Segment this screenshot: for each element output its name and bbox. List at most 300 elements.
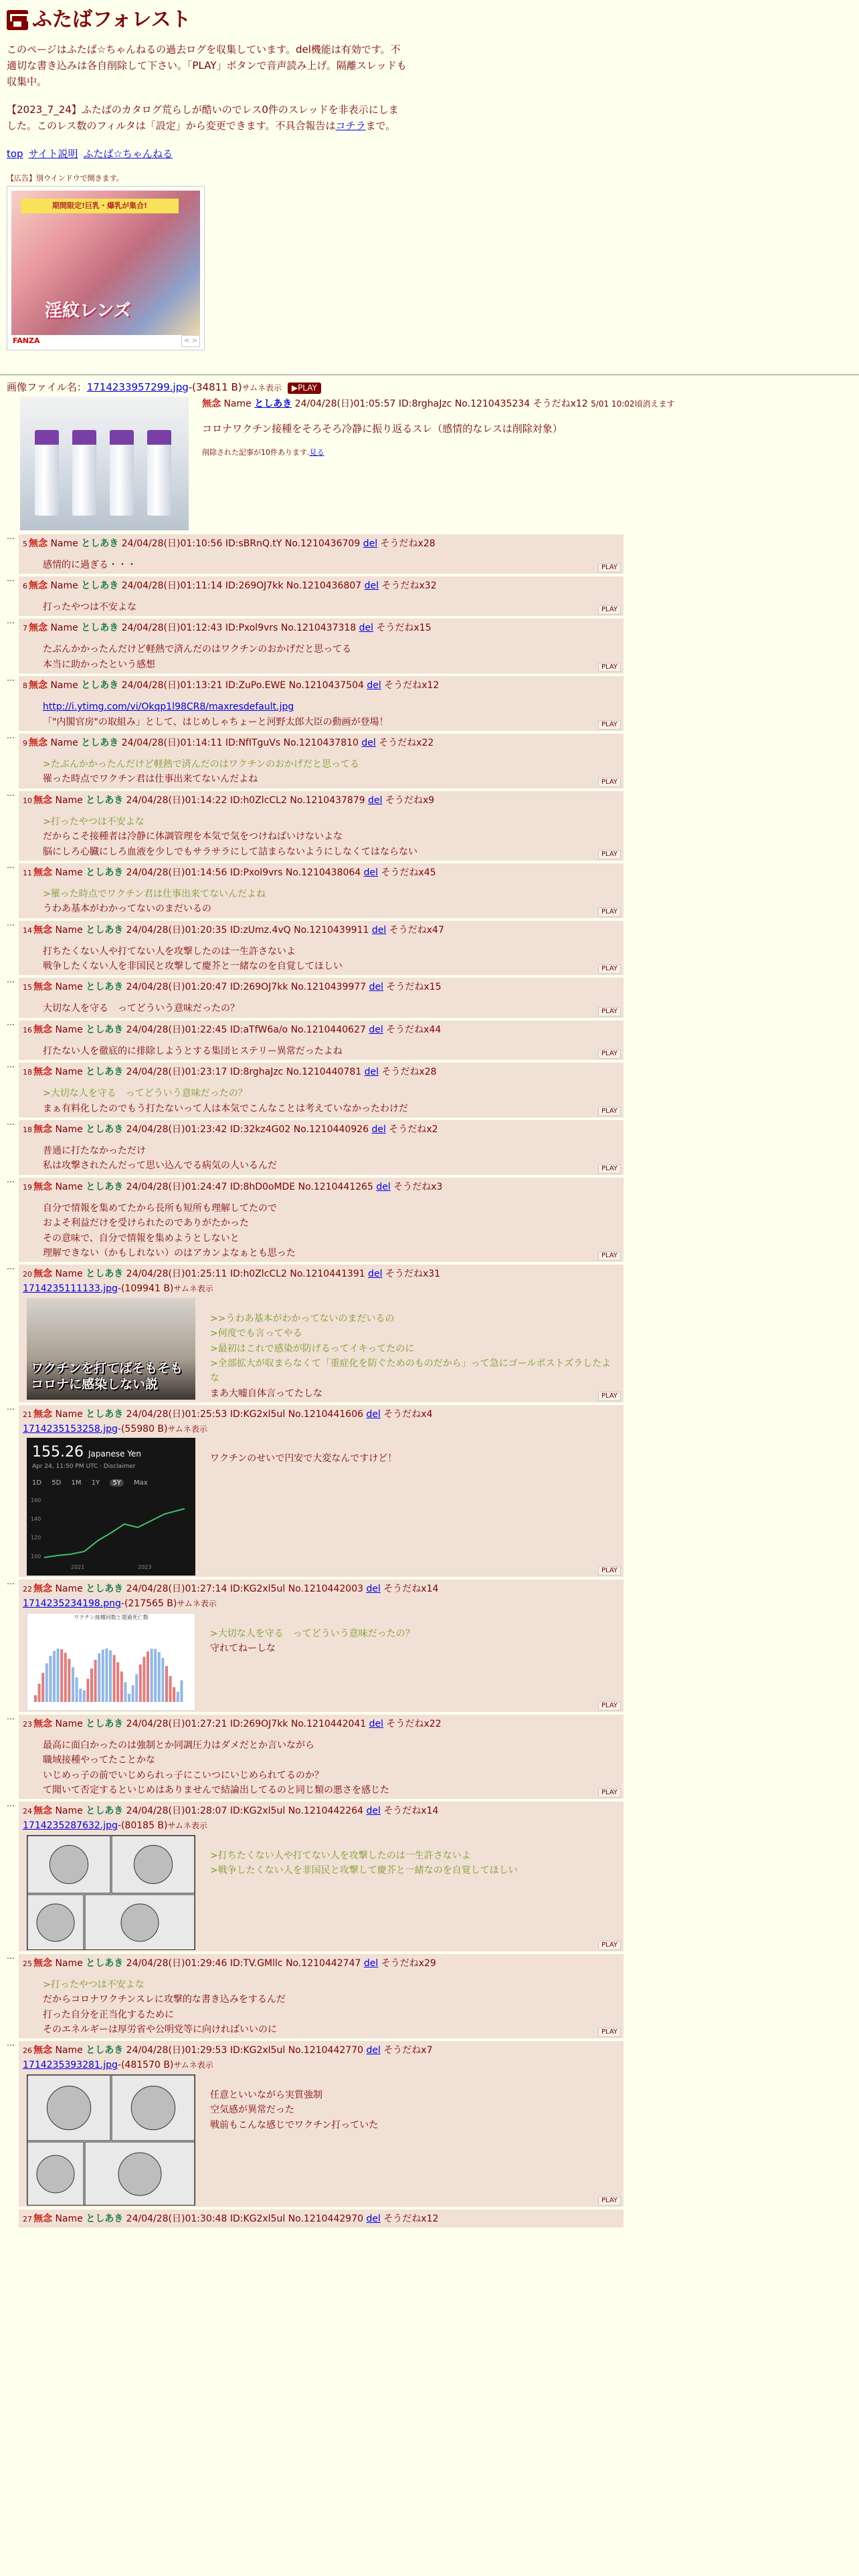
reply-number: 18 bbox=[23, 1125, 32, 1135]
reply-file-size: -(217565 B) bbox=[120, 1598, 177, 1610]
intro bbox=[7, 41, 408, 134]
reply-dots: … bbox=[7, 1711, 15, 1721]
soudane-button[interactable]: そうだねx2 bbox=[389, 1124, 438, 1136]
reply-dots: … bbox=[7, 860, 15, 870]
reply-text-line: 感情的に過ぎる・・・ bbox=[43, 559, 136, 570]
chart-thumb-bar bbox=[64, 1652, 67, 1702]
reply-subject: 無念 bbox=[33, 1806, 52, 1817]
reply bbox=[7, 1577, 852, 1711]
reply-file-line bbox=[23, 2058, 619, 2072]
stock-tabs bbox=[32, 1478, 148, 1489]
reply-file-line bbox=[23, 1818, 619, 1833]
top-link[interactable]: top bbox=[7, 148, 23, 160]
chart-thumb-bar bbox=[105, 1648, 108, 1702]
chart-thumb-graphic bbox=[27, 1622, 193, 1709]
reply-no: No.1210442970 bbox=[288, 2213, 364, 2224]
reply-name-label: Name bbox=[55, 1024, 83, 1035]
reply-id: ID:aTfW6a/o bbox=[229, 1024, 288, 1035]
reply-datetime: 24/04/28(日)01:22:45 bbox=[126, 1024, 227, 1035]
reply-text-line: だからコロナワクチンスレに攻撃的な書き込みをするんだ bbox=[43, 1994, 286, 2006]
soudane-button[interactable]: そうだねx32 bbox=[381, 580, 437, 591]
play-button[interactable]: PLAY bbox=[598, 1941, 621, 1950]
chart-thumb-bar bbox=[41, 1673, 44, 1702]
reply-number: 8 bbox=[23, 681, 27, 691]
reply-box bbox=[19, 863, 624, 918]
soudane-button[interactable]: そうだねx7 bbox=[383, 2045, 433, 2056]
del-link[interactable]: del bbox=[366, 1409, 381, 1420]
reply-name: としあき bbox=[86, 924, 124, 936]
del-link[interactable]: del bbox=[363, 538, 378, 549]
reply-dots: … bbox=[7, 1799, 15, 1809]
reply-file-link[interactable]: 1714235393281.jpg bbox=[23, 2060, 118, 2071]
reply-name-label: Name bbox=[55, 1806, 83, 1817]
reply-datetime: 24/04/28(日)01:14:11 bbox=[121, 737, 223, 748]
quote-line: >打ったやつは不安よな bbox=[43, 816, 145, 827]
op-file-link[interactable]: 1714233957299.jpg bbox=[86, 381, 189, 393]
reply-no: No.1210437810 bbox=[283, 737, 359, 748]
reply bbox=[7, 1711, 852, 1800]
reply-subject: 無念 bbox=[33, 2213, 52, 2224]
soudane-button[interactable]: そうだねx47 bbox=[389, 924, 444, 936]
op-image[interactable] bbox=[20, 397, 189, 530]
stock-y-tick: 160 bbox=[31, 1497, 41, 1504]
play-button[interactable]: PLAY bbox=[598, 778, 621, 787]
quote-line: >たぶんかかったんだけど軽熱で済んだのはワクチンのおかげだと思ってる bbox=[43, 758, 360, 770]
reply bbox=[7, 918, 852, 976]
del-link[interactable]: del bbox=[371, 924, 387, 936]
reply-name-label: Name bbox=[50, 580, 78, 591]
chart-thumb-title: ワクチン接種回数と超過死亡数 bbox=[74, 1614, 149, 1620]
reply-box bbox=[19, 1802, 624, 1951]
reply-name-label: Name bbox=[55, 794, 83, 806]
vial-icon bbox=[147, 442, 171, 516]
reply-name-label: Name bbox=[55, 2045, 83, 2056]
reply-text-line: 大切な人を守る ってどういう意味だったの？ bbox=[43, 1003, 240, 1014]
reply-subject: 無念 bbox=[33, 2045, 52, 2056]
play-button[interactable]: PLAY bbox=[598, 1701, 621, 1711]
del-link[interactable]: del bbox=[359, 623, 374, 634]
reply-id: ID:KG2xl5ul bbox=[229, 2213, 286, 2224]
reply-datetime: 24/04/28(日)01:29:53 bbox=[126, 2045, 227, 2056]
reply-dots: … bbox=[7, 673, 15, 683]
reply-header bbox=[23, 1957, 619, 1971]
play-button[interactable]: PLAY bbox=[598, 1049, 621, 1059]
reply-no: No.1210436709 bbox=[284, 538, 361, 549]
soudane-button[interactable]: そうだねx14 bbox=[383, 1584, 439, 1595]
chart-thumb-bar bbox=[60, 1649, 63, 1702]
reply-name: としあき bbox=[86, 1718, 124, 1729]
reply-no: No.1210440627 bbox=[290, 1024, 366, 1035]
reply-name: としあき bbox=[86, 1409, 124, 1420]
del-link[interactable]: del bbox=[366, 1806, 381, 1817]
header bbox=[7, 0, 852, 36]
reply-file-link[interactable]: 1714235111133.jpg bbox=[23, 1283, 118, 1295]
play-button[interactable]: PLAY bbox=[598, 563, 621, 572]
chart-thumb-bar bbox=[79, 1689, 82, 1702]
reply-subject: 無念 bbox=[33, 794, 52, 806]
reply bbox=[7, 730, 852, 788]
soudane-button[interactable]: そうだねx28 bbox=[380, 538, 436, 549]
reply-media bbox=[23, 2074, 619, 2206]
reply-id: ID:zUmz.4vQ bbox=[229, 924, 291, 936]
reply-subject: 無念 bbox=[29, 538, 47, 549]
ad-image[interactable] bbox=[11, 191, 200, 335]
reply-id: ID:ZuPo.EWE bbox=[225, 680, 286, 691]
soudane-button[interactable]: そうだねx15 bbox=[376, 623, 432, 634]
thumb-note: サムネ表示 bbox=[173, 2060, 213, 2070]
reply-text-line: うわあ基本がわかってないのまだいるの bbox=[43, 903, 211, 915]
reply-name: としあき bbox=[86, 1024, 124, 1035]
reply-text-line: 任意といいながら実質強制 bbox=[210, 2089, 322, 2101]
reply-thumbnail[interactable] bbox=[27, 1613, 195, 1711]
soudane-button[interactable]: そうだねx45 bbox=[381, 867, 436, 878]
reply bbox=[7, 1060, 852, 1117]
reply-datetime: 24/04/28(日)01:12:43 bbox=[121, 623, 223, 634]
del-link[interactable]: del bbox=[364, 1067, 379, 1078]
reply-media bbox=[23, 1835, 619, 1950]
reply-name-label: Name bbox=[55, 1124, 83, 1136]
chart-thumb-bar bbox=[113, 1655, 116, 1702]
reply-text-line: 自分で情報を集めてたから長所も短所も理解してたので bbox=[43, 1202, 277, 1214]
reply-file-size: -(109941 B) bbox=[117, 1283, 174, 1295]
stock-tab: 5Y bbox=[110, 1479, 123, 1487]
ad-note: 【広告】別ウインドウで開きます。 bbox=[7, 174, 124, 183]
reply-subject: 無念 bbox=[29, 737, 47, 748]
play-button[interactable]: PLAY bbox=[598, 964, 621, 974]
chart-thumb-bar bbox=[45, 1663, 48, 1702]
reply-id: ID:KG2xl5ul bbox=[229, 2045, 286, 2056]
reply-text-line: 普通に打たなかっただけ bbox=[43, 1146, 146, 1157]
reply-id: ID:32kz4G02 bbox=[229, 1124, 291, 1136]
stock-price: 155.26 Japanese Yen bbox=[32, 1444, 142, 1461]
del-link[interactable]: del bbox=[363, 867, 379, 878]
reply-dots: … bbox=[7, 2038, 15, 2048]
reply-header bbox=[23, 679, 619, 693]
chart-thumb-bar bbox=[154, 1649, 157, 1702]
manga-face bbox=[50, 1845, 88, 1883]
op-soudane[interactable]: そうだねx12 bbox=[533, 398, 588, 409]
reply-file-link[interactable]: 1714235153258.jpg bbox=[23, 1424, 118, 1435]
reply-box bbox=[19, 791, 624, 861]
forest-logo-icon bbox=[7, 10, 28, 30]
reply-dots: … bbox=[7, 730, 15, 740]
reply-datetime: 24/04/28(日)01:29:46 bbox=[126, 1957, 227, 1969]
reply-url-link[interactable]: http://i.ytimg.com/vi/Okqp1l98CR8/maxresdefault.jpg bbox=[43, 702, 294, 713]
reply-number: 7 bbox=[23, 624, 27, 633]
reply-dots: … bbox=[7, 573, 15, 583]
chart-thumb-bar bbox=[72, 1667, 74, 1702]
play-button[interactable]: PLAY bbox=[598, 1164, 621, 1174]
reply-id: ID:sBRnQ.tY bbox=[225, 538, 282, 549]
reply-name: としあき bbox=[86, 1584, 124, 1595]
soudane-button[interactable]: そうだねx4 bbox=[383, 1409, 433, 1420]
del-link[interactable]: del bbox=[376, 1181, 391, 1192]
reply-body bbox=[210, 2088, 378, 2206]
reply-datetime: 24/04/28(日)01:13:21 bbox=[121, 680, 223, 691]
del-link[interactable]: del bbox=[369, 982, 384, 993]
reply-no: No.1210439977 bbox=[290, 982, 367, 993]
reply-dots: … bbox=[7, 1017, 15, 1027]
reply-dots: … bbox=[7, 531, 15, 541]
play-button[interactable]: PLAY bbox=[598, 1251, 621, 1261]
soudane-button[interactable]: そうだねx44 bbox=[386, 1024, 442, 1035]
play-button[interactable]: PLAY bbox=[598, 1788, 621, 1798]
reply-thumbnail[interactable] bbox=[27, 2074, 195, 2206]
play-button[interactable]: PLAY bbox=[598, 2196, 621, 2206]
reply-file-link[interactable]: 1714235234198.png bbox=[23, 1598, 121, 1610]
op-text: コロナワクチン接種をそろそろ冷静に振り返るスレ（感情的なレスは削除対象） bbox=[202, 422, 563, 435]
del-link[interactable]: del bbox=[363, 1957, 379, 1969]
reply-text-line: 理解できない（かもしれない）のはアカンよなぁとも思った bbox=[43, 1247, 296, 1259]
reply-number: 10 bbox=[23, 796, 32, 805]
reply-name: としあき bbox=[86, 2045, 124, 2056]
soudane-button[interactable]: そうだねx12 bbox=[384, 680, 440, 691]
reply-text-line: 打ったやつは不安よな bbox=[43, 601, 136, 613]
soudane-button[interactable]: そうだねx15 bbox=[386, 982, 442, 993]
chart-thumb-bar bbox=[38, 1684, 41, 1702]
reply-no: No.1210436807 bbox=[286, 580, 362, 591]
reply-text-line: だからこそ接種者は冷静に体調管理を本気で気をつけねばいけないよな bbox=[43, 831, 343, 843]
reply-dots: … bbox=[7, 1117, 15, 1128]
reply-box bbox=[19, 1405, 624, 1577]
del-link[interactable]: del bbox=[366, 2213, 381, 2224]
reply-text-line: 打った自分を正当化するために bbox=[43, 2009, 174, 2020]
soudane-button[interactable]: そうだねx9 bbox=[385, 794, 435, 806]
reply-no: No.1210442770 bbox=[288, 2045, 364, 2056]
manga-face bbox=[134, 1845, 172, 1883]
reply-name-label: Name bbox=[50, 737, 78, 748]
reply bbox=[7, 2210, 852, 2228]
reply-subject: 無念 bbox=[33, 1409, 52, 1420]
reply-datetime: 24/04/28(日)01:25:53 bbox=[126, 1409, 227, 1420]
del-link[interactable]: del bbox=[364, 580, 379, 591]
manga-face bbox=[121, 1904, 159, 1941]
intro-text-1: このページはふたば☆ちゃんねるの過去ログを収集しています。del機能は有効です。不適切な書き込みは各自削除して下さい。「PLAY」ボタンで音声読み上げ。隔離スレッドも収集中。 bbox=[7, 43, 407, 88]
soudane-button[interactable]: そうだねx31 bbox=[385, 1269, 441, 1280]
reply bbox=[7, 1799, 852, 1951]
del-link[interactable]: del bbox=[366, 2045, 381, 2056]
reply-box bbox=[19, 1954, 624, 2039]
reply-header bbox=[23, 2212, 619, 2226]
site-info-link[interactable]: サイト説明 bbox=[28, 148, 78, 160]
op-body bbox=[202, 397, 675, 530]
play-button[interactable]: PLAY bbox=[598, 907, 621, 917]
reply-text-line: およそ利益だけを受けられたのでありがたかった bbox=[43, 1218, 249, 1229]
reply-name-label: Name bbox=[55, 1181, 83, 1192]
soudane-button[interactable]: そうだねx12 bbox=[383, 2213, 439, 2224]
chart-thumb-bar bbox=[90, 1669, 93, 1702]
del-link[interactable]: del bbox=[368, 794, 383, 806]
del-link[interactable]: del bbox=[361, 737, 376, 748]
reply-body bbox=[43, 642, 619, 672]
reply-datetime: 24/04/28(日)01:23:42 bbox=[126, 1124, 227, 1136]
reply-dots: … bbox=[7, 918, 15, 928]
reply-text-line: 打ちたくない人や打てない人を攻撃したのは一生許さないよ bbox=[43, 946, 296, 957]
reply-text-line: まぁ有料化したのでもう打たないって人は本気でこんなことは考えていなかったわけだ bbox=[43, 1103, 408, 1114]
reply-subject: 無念 bbox=[33, 1124, 52, 1136]
reply-box bbox=[19, 2210, 624, 2228]
del-link[interactable]: del bbox=[371, 1124, 386, 1136]
reply bbox=[7, 1174, 852, 1263]
reply-subject: 無念 bbox=[33, 1024, 52, 1035]
reply-text-line: 戦前もこんな感じでワクチン打っていた bbox=[210, 2119, 379, 2131]
reply-file-link[interactable]: 1714235287632.jpg bbox=[23, 1820, 118, 1832]
reply-datetime: 24/04/28(日)01:23:17 bbox=[126, 1067, 227, 1078]
reply-dots: … bbox=[7, 616, 15, 626]
soudane-button[interactable]: そうだねx14 bbox=[383, 1806, 439, 1817]
reply-subject: 無念 bbox=[33, 1957, 52, 1969]
op-post bbox=[7, 397, 852, 530]
reply-box bbox=[19, 978, 624, 1017]
stock-tab: 1D bbox=[32, 1479, 42, 1487]
deleted-note: 削除された記事が10件あります.見る bbox=[202, 448, 324, 457]
reply-datetime: 24/04/28(日)01:10:56 bbox=[121, 538, 223, 549]
reply-text-line: て聞いて否定するといじめはありませんで結論出してるのと同じ類の悪さを感じた bbox=[43, 1785, 389, 1796]
quote-line: >戦争したくない人を非国民と攻撃して慶芥と一緒なのを自覚してほしい bbox=[210, 1865, 518, 1876]
reply-number: 20 bbox=[23, 1270, 32, 1279]
reply-thumbnail[interactable] bbox=[27, 1298, 195, 1400]
site-title: ふたばフォレスト bbox=[32, 8, 191, 31]
soudane-button[interactable]: そうだねx29 bbox=[381, 1957, 436, 1969]
del-link[interactable]: del bbox=[369, 1024, 383, 1035]
op-header: 無念 Name としあき 24/04/28(日)01:05:57 ID:8rghaJzc No.1210435234 そうだねx12 5/01 10:02頃消えます bbox=[202, 398, 675, 409]
soudane-button[interactable]: そうだねx3 bbox=[393, 1181, 443, 1192]
reply bbox=[7, 1117, 852, 1175]
reply-text-line: 職域接種やってたことかな bbox=[43, 1755, 155, 1766]
chart-thumb-bar bbox=[135, 1674, 138, 1702]
reply-subject: 無念 bbox=[29, 623, 47, 634]
ad-banner[interactable] bbox=[7, 186, 205, 350]
reply-body bbox=[43, 1001, 619, 1016]
chart-thumb-bar bbox=[161, 1658, 164, 1702]
reply-text-line: その意味で、自分で情報を集めようとしないと bbox=[43, 1232, 240, 1244]
reply-body bbox=[43, 1738, 619, 1798]
stock-y-tick: 100 bbox=[31, 1553, 41, 1560]
chart-thumb-bar bbox=[34, 1695, 37, 1702]
ad-nav-button[interactable]: < > bbox=[181, 335, 200, 347]
soudane-button[interactable]: そうだねx22 bbox=[386, 1718, 442, 1729]
soudane-button[interactable]: そうだねx22 bbox=[379, 737, 434, 748]
reply-no: No.1210437879 bbox=[290, 794, 365, 806]
chart-thumb-bar bbox=[142, 1656, 145, 1702]
reply-text-line: 打たない人を徹底的に排除しようとする集団ヒステリー異常だったよね bbox=[43, 1045, 343, 1057]
reply-box bbox=[19, 1021, 624, 1060]
reply-subject: 無念 bbox=[33, 982, 52, 993]
manga-face bbox=[47, 2086, 90, 2129]
play-button[interactable]: PLAY bbox=[598, 1007, 621, 1016]
reply-box bbox=[19, 619, 624, 673]
reply-no: No.1210441265 bbox=[298, 1181, 373, 1192]
reply bbox=[7, 531, 852, 574]
chart-thumb-bar bbox=[173, 1687, 175, 1702]
reply-box bbox=[19, 734, 624, 788]
reply-name-label: Name bbox=[55, 2213, 83, 2224]
reply-dots: … bbox=[7, 1060, 15, 1070]
stock-tab: 5D bbox=[52, 1479, 62, 1487]
play-button[interactable]: PLAY bbox=[598, 1392, 621, 1401]
reply-name: としあき bbox=[81, 538, 119, 549]
play-button[interactable]: PLAY bbox=[598, 850, 621, 859]
reply-body bbox=[43, 600, 619, 615]
reply-header bbox=[23, 736, 619, 750]
reply-thumbnail[interactable] bbox=[27, 1438, 195, 1576]
reply-no: No.1210441606 bbox=[288, 1409, 364, 1420]
reply-datetime: 24/04/28(日)01:28:07 bbox=[126, 1806, 227, 1817]
del-link[interactable]: del bbox=[366, 1584, 381, 1595]
show-deleted-link[interactable]: 見る bbox=[309, 448, 324, 457]
reply-header bbox=[23, 980, 619, 994]
reply-media bbox=[23, 1298, 619, 1401]
reply-body bbox=[43, 1977, 619, 2038]
reply-name-label: Name bbox=[50, 680, 78, 691]
soudane-button[interactable]: そうだねx28 bbox=[381, 1067, 437, 1078]
del-link[interactable]: del bbox=[369, 1718, 384, 1729]
reply-name: としあき bbox=[86, 867, 124, 878]
chart-thumb-bar bbox=[57, 1648, 60, 1702]
reply-body bbox=[210, 1311, 619, 1401]
futaba-link[interactable]: ふたば☆ちゃんねる bbox=[83, 148, 173, 160]
play-button[interactable]: PLAY bbox=[598, 720, 621, 730]
thumb-note: サムネ表示 bbox=[167, 1821, 207, 1831]
play-button[interactable]: PLAY bbox=[598, 1107, 621, 1116]
reply-subject: 無念 bbox=[33, 1181, 52, 1192]
reply-box bbox=[19, 676, 624, 731]
reply-name-label: Name bbox=[55, 1718, 83, 1729]
play-button[interactable]: PLAY bbox=[598, 1566, 621, 1576]
play-button[interactable]: PLAY bbox=[598, 663, 621, 672]
manga-panels bbox=[27, 1836, 195, 1950]
reply-name: としあき bbox=[86, 1269, 124, 1280]
reply bbox=[7, 673, 852, 731]
reply bbox=[7, 1951, 852, 2039]
quote-line: >>うわあ基本がわかってないのまだいるの bbox=[210, 1313, 395, 1324]
reply-body bbox=[43, 558, 619, 572]
play-button[interactable]: PLAY bbox=[598, 2028, 621, 2037]
reply-name: としあき bbox=[86, 1181, 124, 1192]
thumb-note: サムネ表示 bbox=[173, 1284, 213, 1294]
op-play-button[interactable]: ▶PLAY bbox=[288, 383, 321, 394]
reply-no: No.1210440781 bbox=[286, 1067, 362, 1078]
reply-box bbox=[19, 1063, 624, 1117]
reply-box bbox=[19, 534, 624, 574]
reply bbox=[7, 573, 852, 616]
del-link[interactable]: del bbox=[368, 1269, 383, 1280]
reply-subject: 無念 bbox=[29, 680, 47, 691]
op-name-link[interactable]: としあき bbox=[254, 398, 292, 409]
thumbnail-caption: ワクチンを打てばそもそもコロナに感染しない説 bbox=[31, 1361, 183, 1392]
reply-box bbox=[19, 1715, 624, 1800]
vial-icon bbox=[110, 442, 134, 516]
chart-thumb-bar bbox=[76, 1677, 78, 1702]
del-link[interactable]: del bbox=[367, 680, 381, 691]
report-link[interactable]: コチラ bbox=[335, 120, 366, 132]
play-button[interactable]: PLAY bbox=[598, 605, 621, 615]
stock-sub: Apr 24, 11:50 PM UTC · Disclaimer bbox=[32, 1463, 136, 1471]
reply-media bbox=[23, 1438, 619, 1576]
reply-no: No.1210438064 bbox=[285, 867, 361, 878]
quote-line: >全部拡大が収まらなくて「重症化を防ぐためのものだから」って急にゴールポストズラしたよな bbox=[210, 1358, 611, 1384]
reply-datetime: 24/04/28(日)01:24:47 bbox=[126, 1181, 227, 1192]
reply-header bbox=[23, 621, 619, 635]
reply-subject: 無念 bbox=[33, 1718, 52, 1729]
stock-tab: 1Y bbox=[91, 1479, 100, 1487]
reply-name: としあき bbox=[86, 1067, 124, 1078]
reply-thumbnail[interactable] bbox=[27, 1835, 195, 1950]
reply bbox=[7, 2038, 852, 2206]
reply-body bbox=[210, 1451, 397, 1576]
vial-icon bbox=[72, 442, 96, 516]
reply-header bbox=[23, 1123, 619, 1137]
